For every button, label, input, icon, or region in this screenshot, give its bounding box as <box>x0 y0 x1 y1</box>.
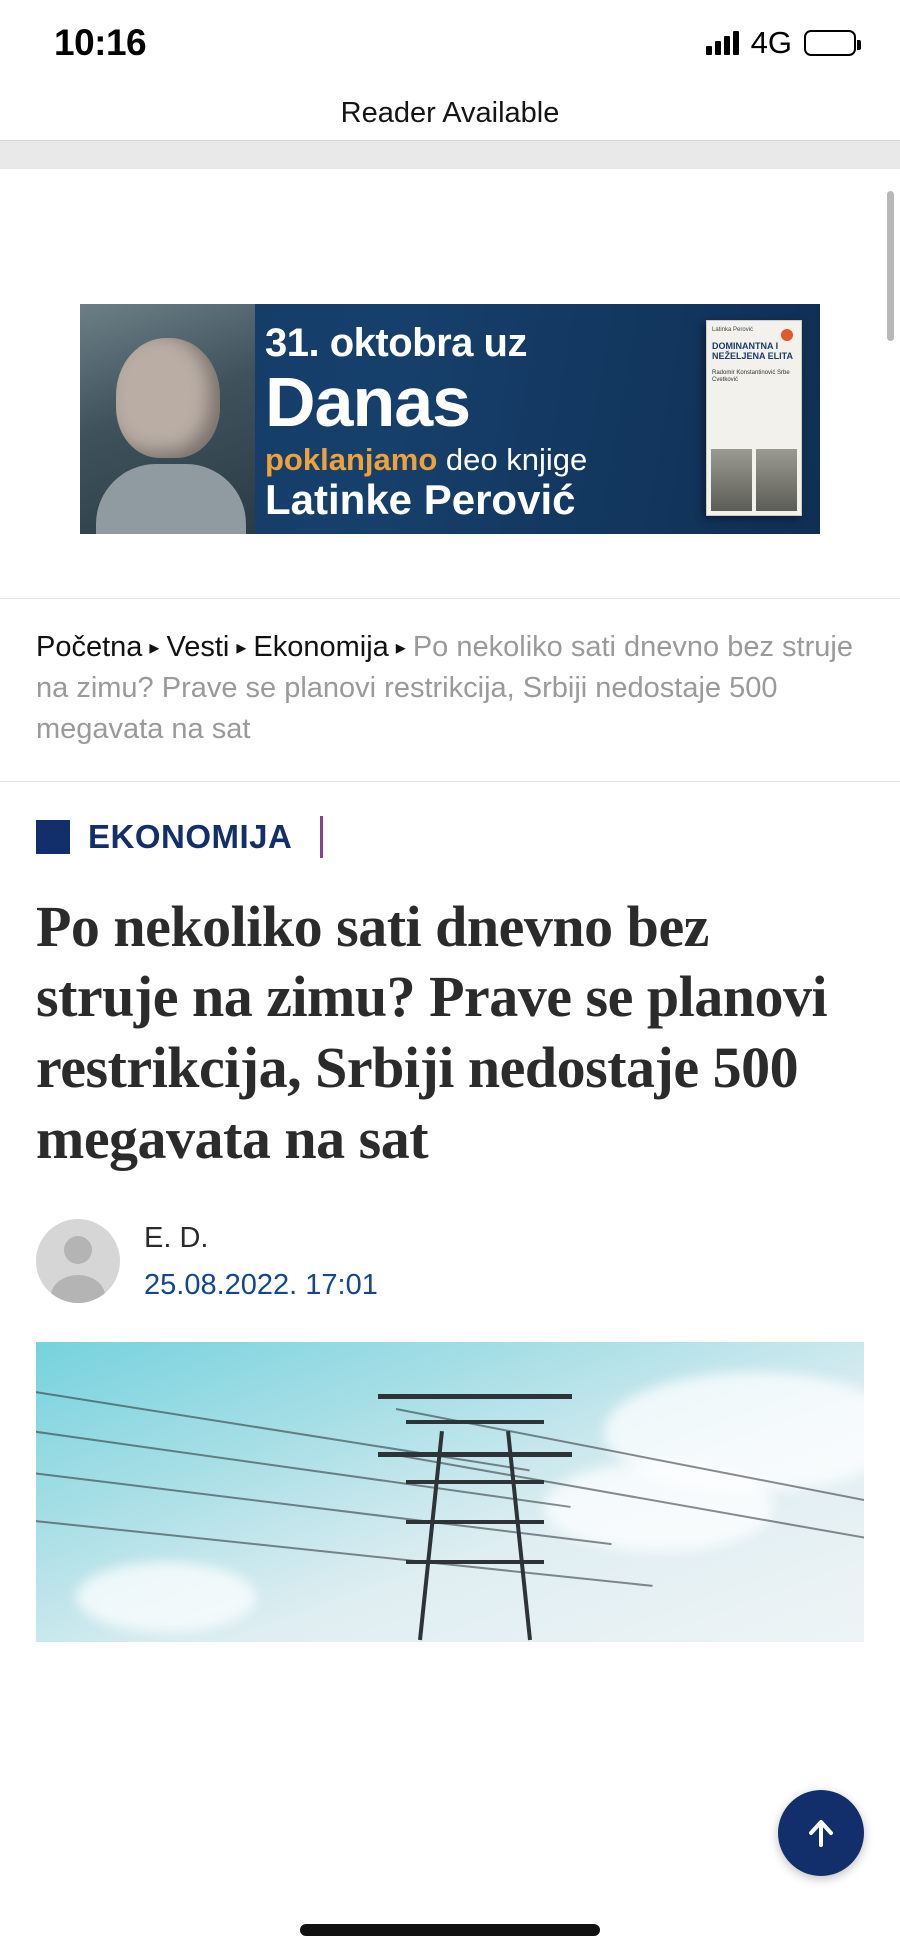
page-content <box>0 169 900 1948</box>
byline-text <box>144 1217 378 1306</box>
status-time: 10:16 <box>54 22 147 63</box>
ad-text-block <box>265 322 690 522</box>
reader-available-label: Reader Available <box>340 96 560 129</box>
breadcrumb-current: Po nekoliko sati dnevno bez struje na zimu? Prave se planovi restrikcija, Srbiji nedostaje 500 megavata na sat <box>36 631 853 746</box>
ad-book-author: Latinka Perović <box>712 327 754 333</box>
scroll-to-top-button[interactable] <box>778 1790 864 1876</box>
page-title: Po nekoliko sati dnevno bez struje na zimu? Prave se planovi restrikcija, Srbiji nedostaje 500 megavata na sat <box>36 893 828 1171</box>
breadcrumb-separator-icon: ▸ <box>236 637 247 659</box>
ad-portrait-image <box>80 304 255 534</box>
arrow-up-icon <box>799 1811 843 1855</box>
banner-ad[interactable] <box>80 304 820 534</box>
category-square-icon <box>36 820 70 854</box>
ad-book-dot <box>781 329 793 341</box>
ad-line-3-rest: deo knjige <box>437 441 588 477</box>
breadcrumb-item-ekonomija[interactable]: Ekonomija <box>253 631 389 663</box>
signal-bars-icon <box>706 31 739 55</box>
category-accent-bar <box>320 816 323 858</box>
ad-line-1: 31. oktobra uz <box>265 321 527 365</box>
ad-brand-name: Danas <box>265 363 471 441</box>
ad-line-3 <box>265 441 690 477</box>
status-indicators <box>706 25 856 61</box>
ad-line-4: Latinke Perović <box>265 476 576 524</box>
reader-available-bar[interactable] <box>0 86 900 140</box>
ad-container <box>0 169 900 598</box>
browser-top-strip <box>0 141 900 169</box>
breadcrumb-item-home[interactable]: Početna <box>36 631 143 663</box>
avatar <box>36 1219 120 1303</box>
breadcrumb-item-vesti[interactable]: Vesti <box>166 631 230 663</box>
ad-line-3-highlight: poklanjamo <box>265 441 438 477</box>
home-indicator <box>300 1924 600 1936</box>
battery-icon <box>804 30 856 56</box>
hero-image <box>36 1342 864 1642</box>
power-pylon <box>400 1360 550 1640</box>
publish-date: 25.08.2022. 17:01 <box>144 1268 378 1301</box>
category-label[interactable]: EKONOMIJA <box>88 817 293 855</box>
breadcrumb <box>0 599 900 781</box>
breadcrumb-separator-icon: ▸ <box>395 637 406 659</box>
network-type-label: 4G <box>750 25 792 60</box>
author-name: E. D. <box>144 1221 209 1254</box>
breadcrumb-separator-icon: ▸ <box>149 637 160 659</box>
category-row <box>0 782 900 858</box>
page-scrollbar[interactable] <box>887 191 894 341</box>
ad-book-subtitle: Radomir Konstantinović Srbe Cvetković <box>712 369 790 384</box>
ad-book-faces <box>711 449 797 511</box>
ad-book-title: DOMINANTNA I NEŽELJENA ELITA <box>712 341 794 362</box>
byline <box>0 1175 900 1306</box>
status-bar <box>0 0 900 86</box>
ad-book-cover <box>706 320 802 516</box>
